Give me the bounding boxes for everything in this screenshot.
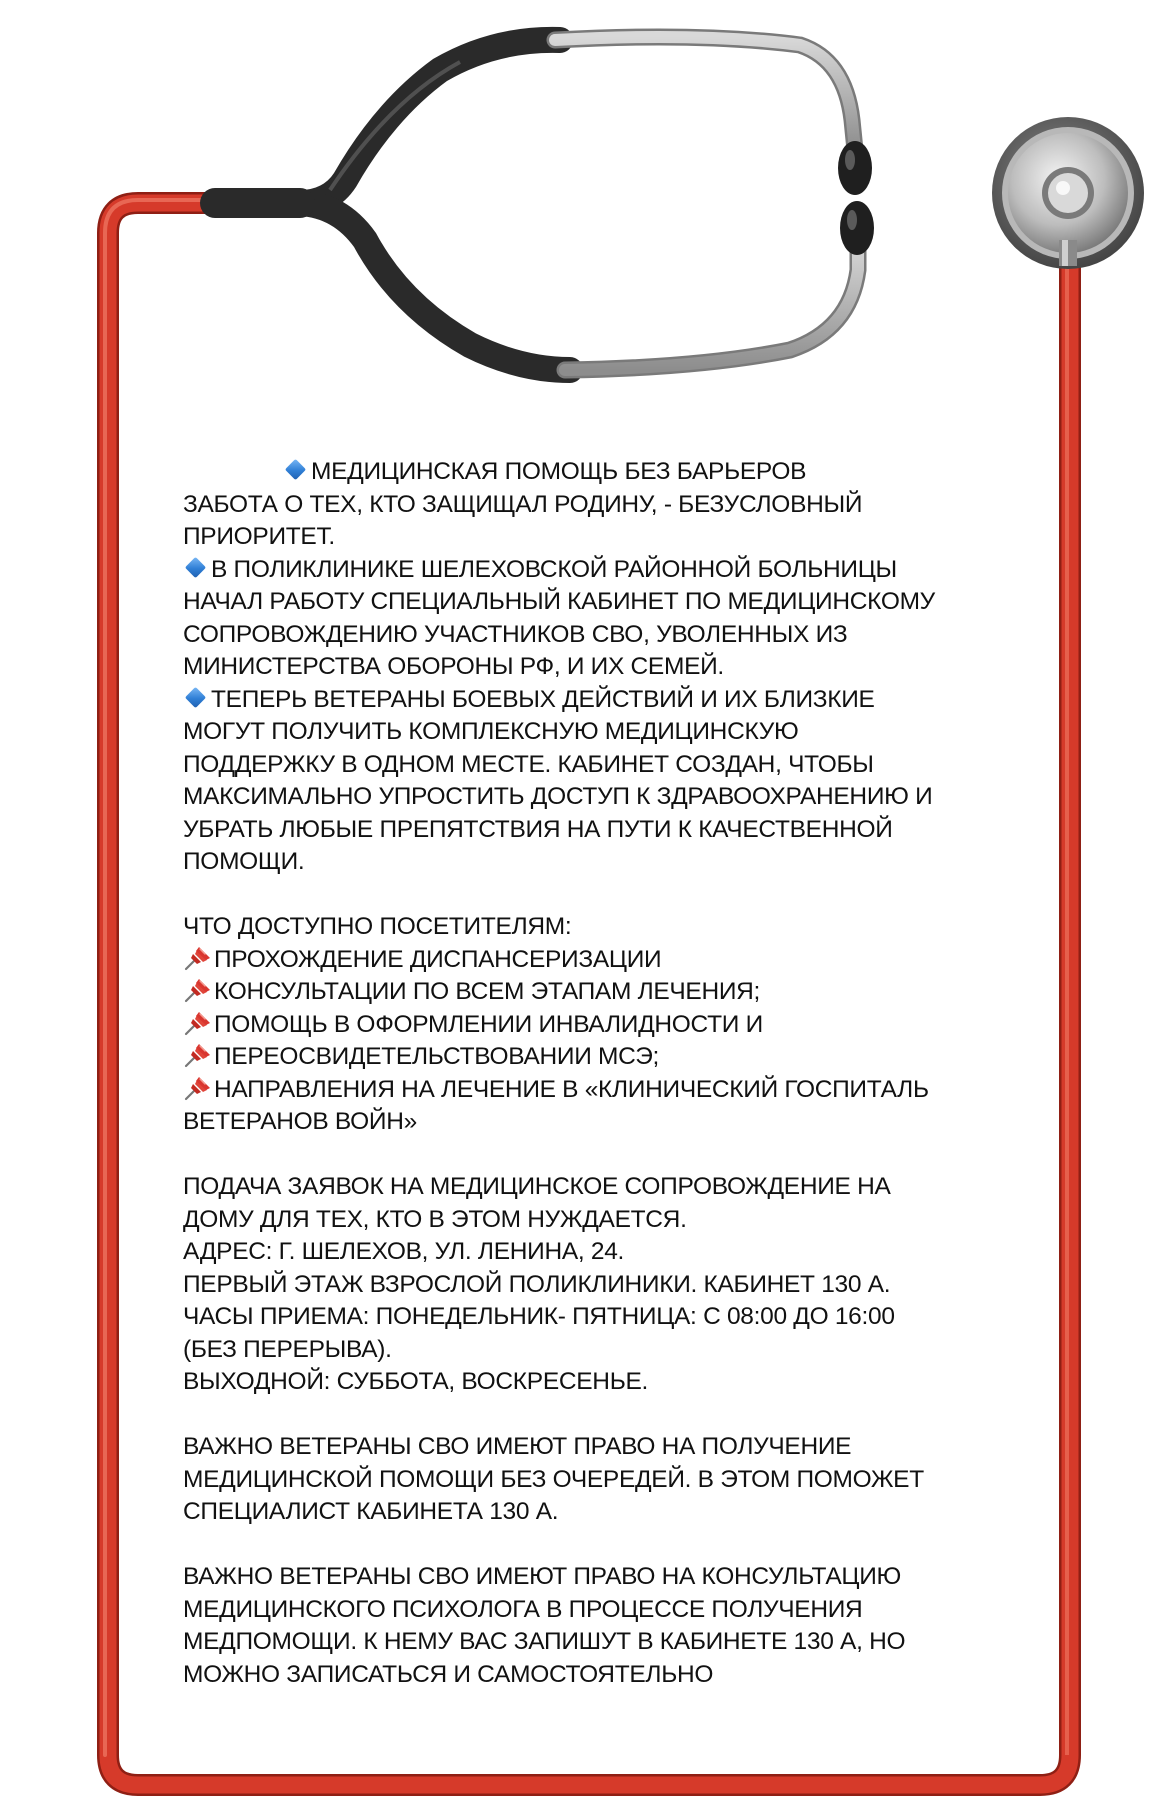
paragraph-line: МИНИСТЕРСТВА ОБОРОНЫ РФ, И ИХ СЕМЕЙ. — [183, 653, 724, 680]
note-line: ВАЖНО ВЕТЕРАНЫ СВО ИМЕЮТ ПРАВО НА КОНСУЛЬТАЦИЮ — [183, 1563, 902, 1590]
pushpin-icon — [183, 978, 213, 1004]
intro-line: ЗАБОТА О ТЕХ, КТО ЗАЩИЩАЛ РОДИНУ, - БЕЗУСЛОВНЫЙ — [183, 490, 863, 518]
note-line: ВАЖНО ВЕТЕРАНЫ СВО ИМЕЮТ ПРАВО НА ПОЛУЧЕНИЕ — [183, 1433, 852, 1460]
list-item-text: ПОМОЩЬ В ОФОРМЛЕНИИ ИНВАЛИДНОСТИ И — [214, 1010, 763, 1038]
title-line — [183, 456, 1013, 489]
chest-piece — [992, 117, 1144, 269]
ear-tube-bottom — [565, 240, 858, 370]
list-item — [183, 1074, 1013, 1107]
blue-diamond-icon — [185, 556, 206, 577]
paragraph-line: СОПРОВОЖДЕНИЮ УЧАСТНИКОВ СВО, УВОЛЕННЫХ ИЗ — [183, 620, 848, 648]
paragraph-text: ТЕПЕРЬ ВЕТЕРАНЫ БОЕВЫХ ДЕЙСТВИЙ И ИХ БЛИЗКИЕ — [211, 685, 875, 713]
paragraph-line — [183, 684, 1013, 717]
paragraph-line: МАКСИМАЛЬНО УПРОСТИТЬ ДОСТУП К ЗДРАВООХРАНЕНИЮ И — [183, 783, 933, 810]
poster-text — [183, 456, 1013, 1691]
address-line: АДРЕС: Г. ШЕЛЕХОВ, УЛ. ЛЕНИНА, 24. — [183, 1238, 625, 1265]
note-line: МЕДПОМОЩИ. К НЕМУ ВАС ЗАПИШУТ В КАБИНЕТЕ 130 А, НО — [183, 1628, 906, 1655]
paragraph-text: В ПОЛИКЛИНИКЕ ШЕЛЕХОВСКОЙ РАЙОННОЙ БОЛЬНИЦЫ — [211, 555, 897, 583]
paragraph-line: ПОМОЩИ. — [183, 848, 305, 875]
blue-diamond-icon — [185, 686, 206, 707]
note-line: СПЕЦИАЛИСТ КАБИНЕТА 130 А. — [183, 1498, 559, 1525]
poster-title: МЕДИЦИНСКАЯ ПОМОЩЬ БЕЗ БАРЬЕРОВ — [311, 458, 807, 485]
pushpin-icon — [183, 1076, 213, 1102]
pushpin-icon — [183, 946, 213, 972]
paragraph-line — [183, 554, 1013, 587]
blue-diamond-icon — [285, 459, 306, 480]
list-item-text: НАПРАВЛЕНИЯ НА ЛЕЧЕНИЕ В «КЛИНИЧЕСКИЙ ГОСПИТАЛЬ — [214, 1075, 929, 1103]
intro-line: ПРИОРИТЕТ. — [183, 523, 335, 550]
list-item — [183, 976, 1013, 1009]
note-line: МЕДИЦИНСКОЙ ПОМОЩИ БЕЗ ОЧЕРЕДЕЙ. В ЭТОМ ПОМОЖЕТ — [183, 1465, 924, 1493]
pushpin-icon — [183, 1043, 213, 1069]
ear-tips — [838, 141, 874, 255]
paragraph-line: УБРАТЬ ЛЮБЫЕ ПРЕПЯТСТВИЯ НА ПУТИ К КАЧЕСТВЕННОЙ — [183, 815, 893, 843]
note-line: МЕДИЦИНСКОГО ПСИХОЛОГА В ПРОЦЕССЕ ПОЛУЧЕНИЯ — [183, 1595, 863, 1623]
list-item — [183, 944, 1013, 977]
hours-line: (БЕЗ ПЕРЕРЫВА). — [183, 1335, 392, 1363]
list-item-text: КОНСУЛЬТАЦИИ ПО ВСЕМ ЭТАПАМ ЛЕЧЕНИЯ; — [214, 978, 761, 1005]
contact-line: ДОМУ ДЛЯ ТЕХ, КТО В ЭТОМ НУЖДАЕТСЯ. — [183, 1205, 687, 1233]
paragraph-line: НАЧАЛ РАБОТУ СПЕЦИАЛЬНЫЙ КАБИНЕТ ПО МЕДИЦИНСКОМУ — [183, 588, 935, 615]
spacer — [183, 1399, 1013, 1432]
list-item-text: ПЕРЕОСВИДЕТЕЛЬСТВОВАНИИ МСЭ; — [214, 1043, 660, 1070]
paragraph-line: МОГУТ ПОЛУЧИТЬ КОМПЛЕКСНУЮ МЕДИЦИНСКУЮ — [183, 718, 799, 745]
services-heading: ЧТО ДОСТУПНО ПОСЕТИТЕЛЯМ: — [183, 913, 572, 940]
spacer — [183, 1139, 1013, 1172]
spacer — [183, 1529, 1013, 1562]
note-line: МОЖНО ЗАПИСАТЬСЯ И САМОСТОЯТЕЛЬНО — [183, 1660, 714, 1688]
list-item — [183, 1009, 1013, 1042]
days-off-line: ВЫХОДНОЙ: СУББОТА, ВОСКРЕСЕНЬЕ. — [183, 1368, 649, 1395]
hours-line: ЧАСЫ ПРИЕМА: ПОНЕДЕЛЬНИК- ПЯТНИЦА: С 08:00 ДО 16:00 — [183, 1303, 895, 1330]
list-item — [183, 1041, 1013, 1074]
list-item-text: ПРОХОЖДЕНИЕ ДИСПАНСЕРИЗАЦИИ — [214, 945, 662, 973]
paragraph-line: ПОДДЕРЖКУ В ОДНОМ МЕСТЕ. КАБИНЕТ СОЗДАН, ЧТОБЫ — [183, 750, 874, 778]
headset-yoke — [215, 40, 560, 203]
list-item-continuation: ВЕТЕРАНОВ ВОЙН» — [183, 1108, 417, 1135]
spacer — [183, 879, 1013, 912]
pushpin-icon — [183, 1011, 213, 1037]
location-line: ПЕРВЫЙ ЭТАЖ ВЗРОСЛОЙ ПОЛИКЛИНИКИ. КАБИНЕТ 130 А. — [183, 1270, 891, 1298]
contact-line: ПОДАЧА ЗАЯВОК НА МЕДИЦИНСКОЕ СОПРОВОЖДЕНИЕ НА — [183, 1173, 891, 1200]
